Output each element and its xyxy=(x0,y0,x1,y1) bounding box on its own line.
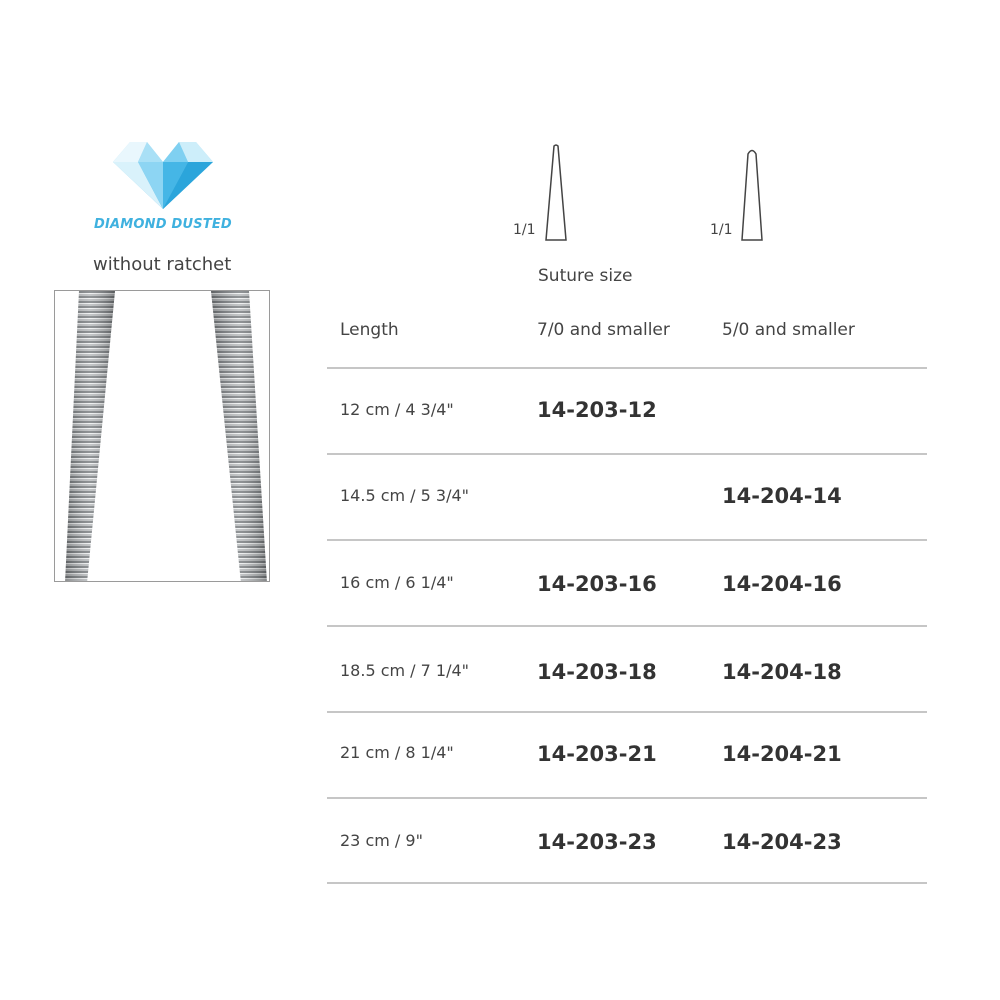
row-length: 23 cm / 9" xyxy=(340,831,423,850)
row-length: 12 cm / 4 3/4" xyxy=(340,400,454,419)
row-length: 18.5 cm / 7 1/4" xyxy=(340,661,470,680)
article-number: 14-204-23 xyxy=(722,830,842,854)
ratchet-label: without ratchet xyxy=(93,254,232,275)
brand-label: DIAMOND DUSTED xyxy=(94,217,232,232)
tip-shape-icon xyxy=(740,148,764,242)
article-number: 14-204-14 xyxy=(722,484,842,508)
tip-ratio-label: 1/1 xyxy=(513,222,536,238)
article-number: 14-204-18 xyxy=(722,660,842,684)
table-divider xyxy=(327,711,927,713)
table-divider xyxy=(327,625,927,627)
row-length: 21 cm / 8 1/4" xyxy=(340,743,454,762)
forceps-tip-photo xyxy=(54,290,270,582)
diamond-logo-icon xyxy=(112,140,214,210)
header-suture-7-0: 7/0 and smaller xyxy=(537,320,670,340)
article-number: 14-204-21 xyxy=(722,742,842,766)
table-divider xyxy=(327,539,927,541)
suture-size-label: Suture size xyxy=(538,266,633,286)
article-number: 14-203-21 xyxy=(537,742,657,766)
article-number: 14-203-18 xyxy=(537,660,657,684)
tip-ratio-label: 1/1 xyxy=(710,222,733,238)
article-number: 14-203-23 xyxy=(537,830,657,854)
row-length: 14.5 cm / 5 3/4" xyxy=(340,486,470,505)
tip-shape-icon xyxy=(544,144,568,242)
table-divider xyxy=(327,797,927,799)
article-number: 14-203-12 xyxy=(537,398,657,422)
article-number: 14-204-16 xyxy=(722,572,842,596)
header-suture-5-0: 5/0 and smaller xyxy=(722,320,855,340)
article-number: 14-203-16 xyxy=(537,572,657,596)
table-divider xyxy=(327,453,927,455)
row-length: 16 cm / 6 1/4" xyxy=(340,573,454,592)
table-divider xyxy=(327,367,927,369)
header-length: Length xyxy=(340,320,399,340)
table-divider xyxy=(327,882,927,884)
